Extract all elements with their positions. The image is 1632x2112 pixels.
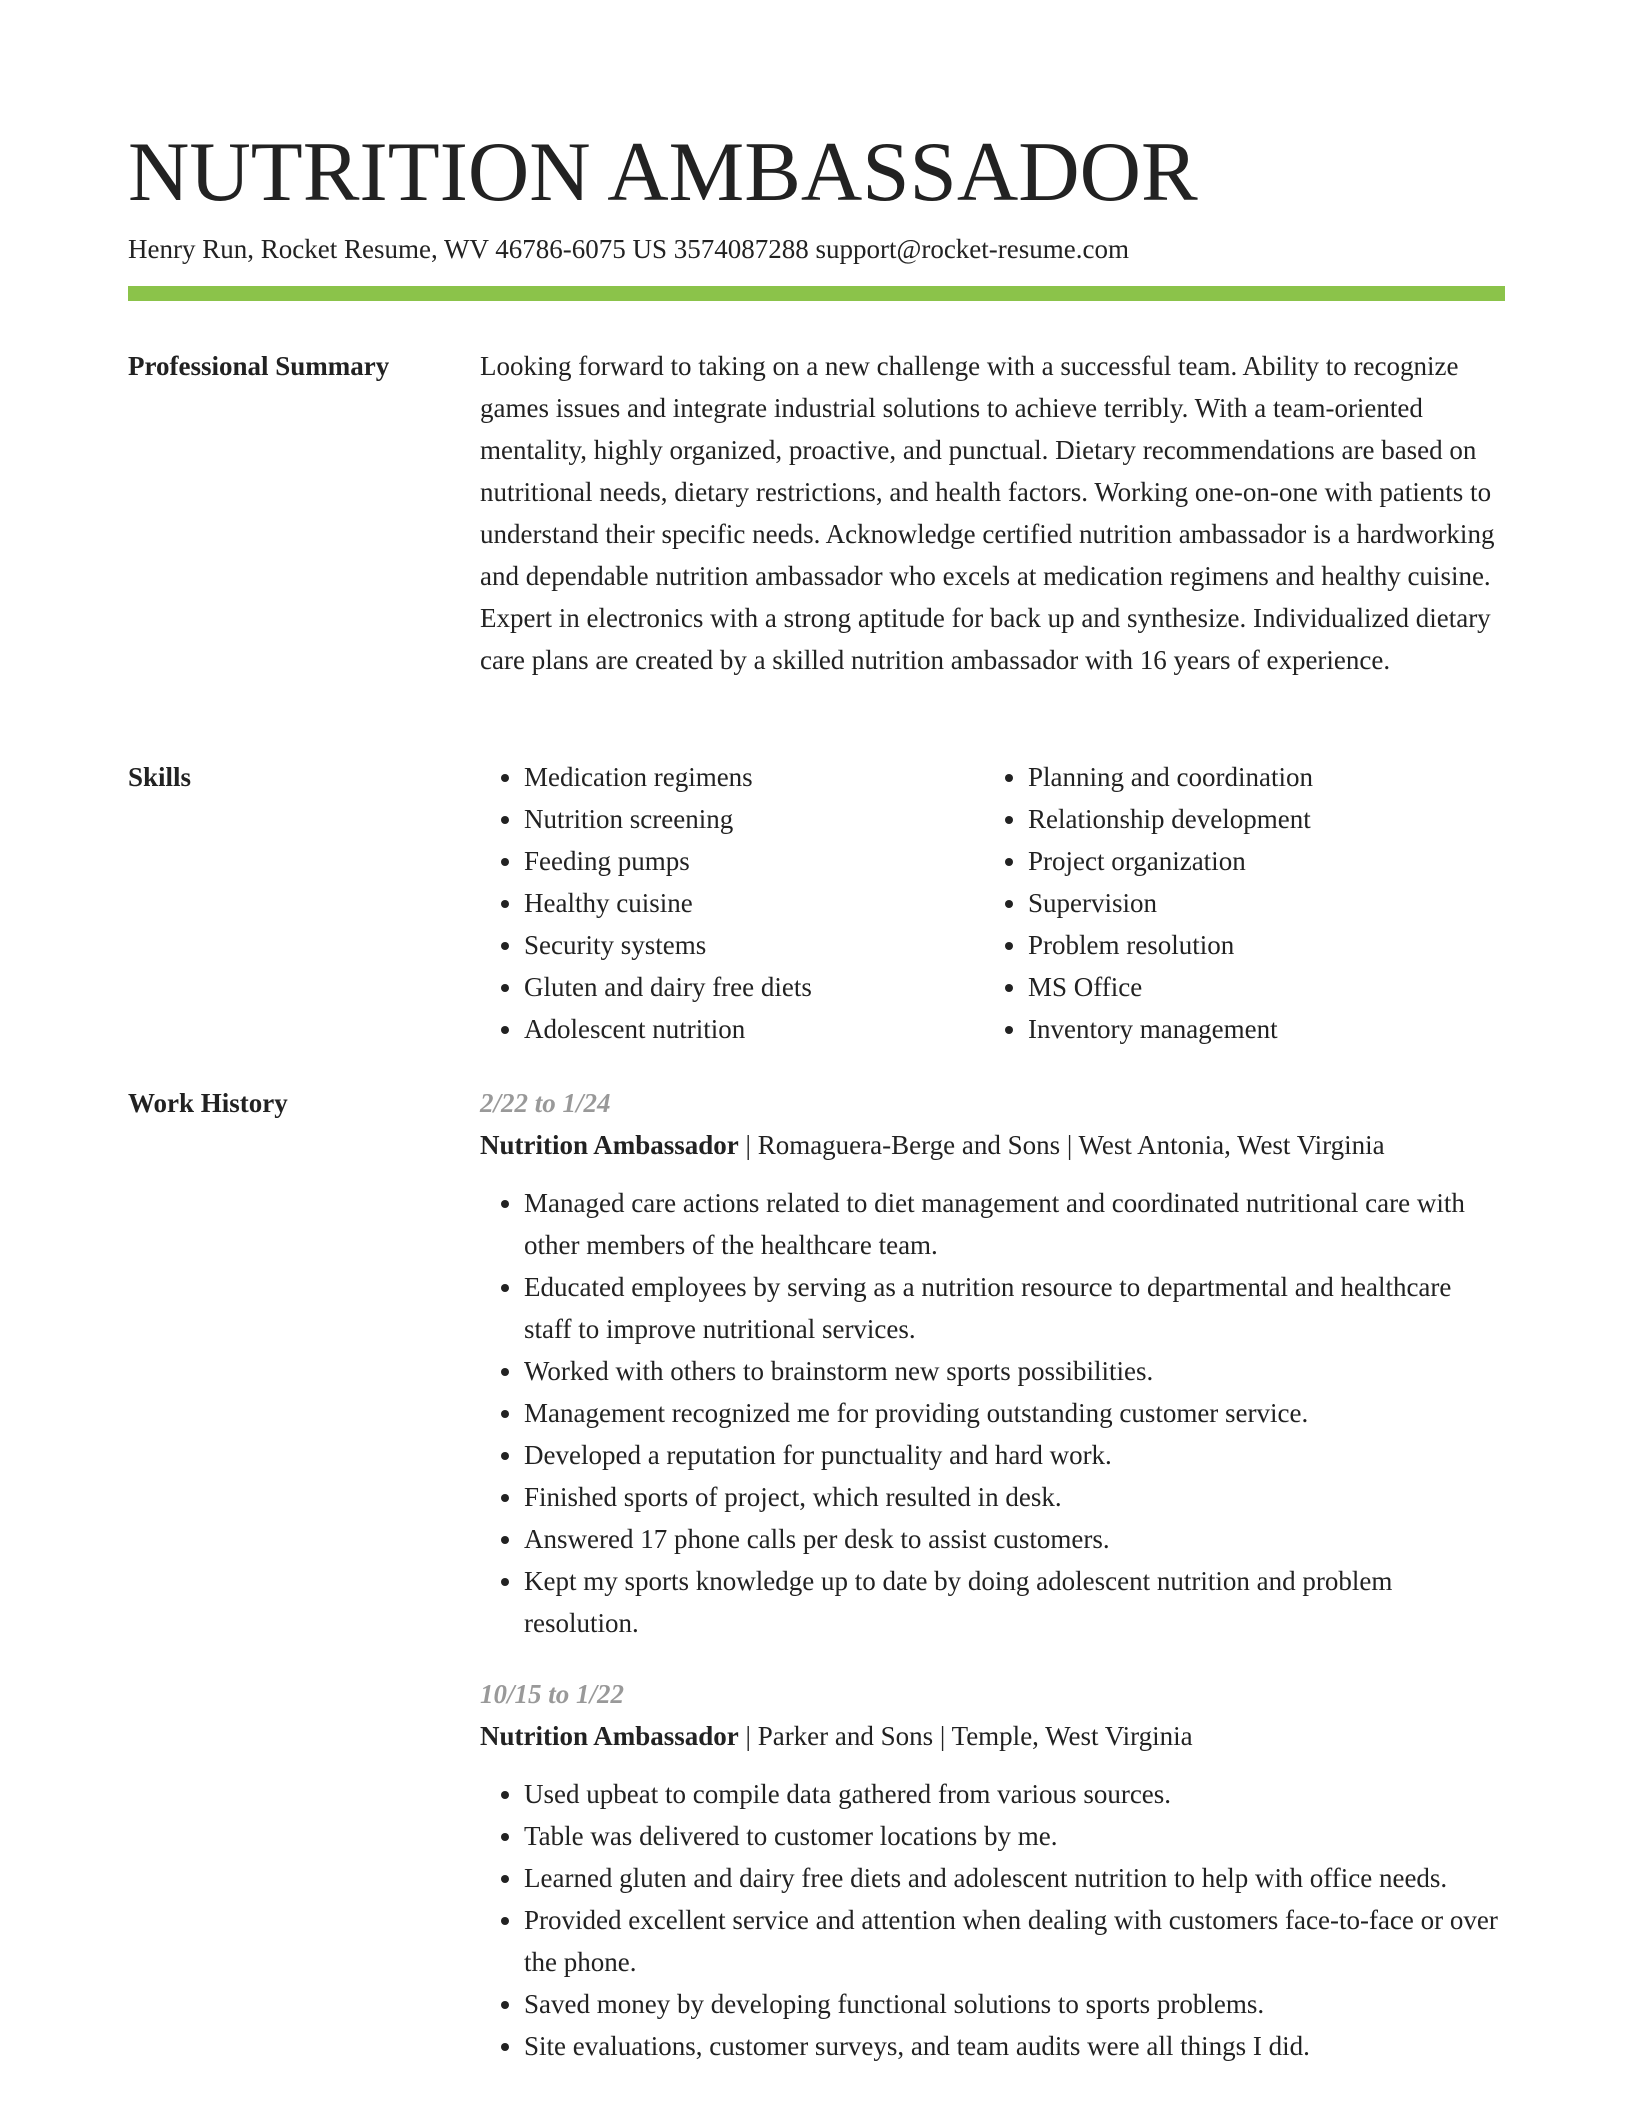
skill-item: • Healthy cuisine bbox=[524, 882, 984, 924]
job-bullet-list bbox=[480, 1773, 1505, 2067]
work-history-body bbox=[480, 1082, 1505, 2067]
job-company: Romaguera-Berge and Sons bbox=[757, 1130, 1061, 1160]
summary-text: Looking forward to taking on a new challenge with a successful team. Ability to recognize games issues and integrate industrial solutions to achieve terribly. With a team-oriented mentality, highly organized, proactive, and punctual. Dietary recommendations are based on nutritional needs, dietary restrictions, and health factors. Working one-on-one with patients to understand their specific needs. Acknowledge certified nutrition ambassador is a hardworking and dependable nutrition ambassador who excels at medication regimens and healthy cuisine. Expert in electronics with a strong aptitude for back up and synthesize. Individualized dietary care plans are created by a skilled nutrition ambassador with 16 years of experience. bbox=[480, 351, 1495, 675]
job-title: Nutrition Ambassador bbox=[480, 1130, 739, 1160]
summary-label: Professional Summary bbox=[128, 351, 390, 381]
skill-item: • Project organization bbox=[1028, 840, 1488, 882]
skill-item: • Medication regimens bbox=[524, 756, 984, 798]
job-entry bbox=[480, 1082, 1505, 1644]
skills-column-right bbox=[984, 756, 1488, 1050]
job-bullet: • Worked with others to brainstorm new sports possibilities. bbox=[524, 1350, 1505, 1392]
skill-item: • Feeding pumps bbox=[524, 840, 984, 882]
skills-column-left bbox=[480, 756, 984, 1050]
job-heading bbox=[480, 1124, 1505, 1166]
job-bullet: • Saved money by developing functional solutions to sports problems. bbox=[524, 1983, 1505, 2025]
job-bullet: • Provided excellent service and attention when dealing with customers face-to-face or over the phone. bbox=[524, 1899, 1505, 1983]
job-location: West Antonia, West Virginia bbox=[1078, 1130, 1385, 1160]
job-title: Nutrition Ambassador bbox=[480, 1721, 739, 1751]
job-bullet: • Developed a reputation for punctuality and hard work. bbox=[524, 1434, 1505, 1476]
job-bullet: • Site evaluations, customer surveys, and team audits were all things I did. bbox=[524, 2025, 1505, 2067]
skill-item: • Inventory management bbox=[1028, 1008, 1488, 1050]
job-separator: | bbox=[738, 1721, 758, 1751]
skills-body bbox=[480, 756, 1505, 1050]
job-bullet: • Educated employees by serving as a nutrition resource to departmental and healthcare staff to improve nutritional services. bbox=[524, 1266, 1505, 1350]
skill-item: • MS Office bbox=[1028, 966, 1488, 1008]
job-location: Temple, West Virginia bbox=[951, 1721, 1193, 1751]
resume-name: NUTRITION AMBASSADOR bbox=[128, 125, 1198, 219]
skills-label: Skills bbox=[128, 762, 192, 792]
skill-item: • Security systems bbox=[524, 924, 984, 966]
skill-item: • Adolescent nutrition bbox=[524, 1008, 984, 1050]
work-history-label: Work History bbox=[128, 1088, 288, 1118]
job-bullet: • Finished sports of project, which resulted in desk. bbox=[524, 1476, 1505, 1518]
job-dates: 10/15 to 1/22 bbox=[480, 1679, 625, 1709]
job-separator: | bbox=[933, 1721, 952, 1751]
header-divider bbox=[128, 286, 1505, 301]
job-bullet-list bbox=[480, 1182, 1505, 1644]
skill-item: • Nutrition screening bbox=[524, 798, 984, 840]
job-bullet: • Table was delivered to customer locations by me. bbox=[524, 1815, 1505, 1857]
job-bullet: • Kept my sports knowledge up to date by doing adolescent nutrition and problem resolution. bbox=[524, 1560, 1505, 1644]
job-bullet: • Learned gluten and dairy free diets and adolescent nutrition to help with office needs. bbox=[524, 1857, 1505, 1899]
job-company: Parker and Sons bbox=[757, 1721, 934, 1751]
job-dates: 2/22 to 1/24 bbox=[480, 1088, 611, 1118]
job-separator: | bbox=[738, 1130, 758, 1160]
skill-item: • Gluten and dairy free diets bbox=[524, 966, 984, 1008]
skill-item: • Relationship development bbox=[1028, 798, 1488, 840]
job-bullet: • Answered 17 phone calls per desk to assist customers. bbox=[524, 1518, 1505, 1560]
job-bullet: • Managed care actions related to diet management and coordinated nutritional care with other members of the healthcare team. bbox=[524, 1182, 1505, 1266]
summary-body bbox=[480, 345, 1505, 681]
job-bullet: • Used upbeat to compile data gathered from various sources. bbox=[524, 1773, 1505, 1815]
job-bullet: • Management recognized me for providing outstanding customer service. bbox=[524, 1392, 1505, 1434]
contact-line: Henry Run, Rocket Resume, WV 46786-6075 US 3574087288 support@rocket-resume.com bbox=[128, 234, 1129, 264]
skills-columns bbox=[480, 756, 1505, 1050]
job-separator: | bbox=[1060, 1130, 1079, 1160]
job-entry bbox=[480, 1673, 1505, 2067]
job-heading bbox=[480, 1715, 1505, 1757]
skill-item: • Problem resolution bbox=[1028, 924, 1488, 966]
skill-item: • Planning and coordination bbox=[1028, 756, 1488, 798]
skill-item: • Supervision bbox=[1028, 882, 1488, 924]
